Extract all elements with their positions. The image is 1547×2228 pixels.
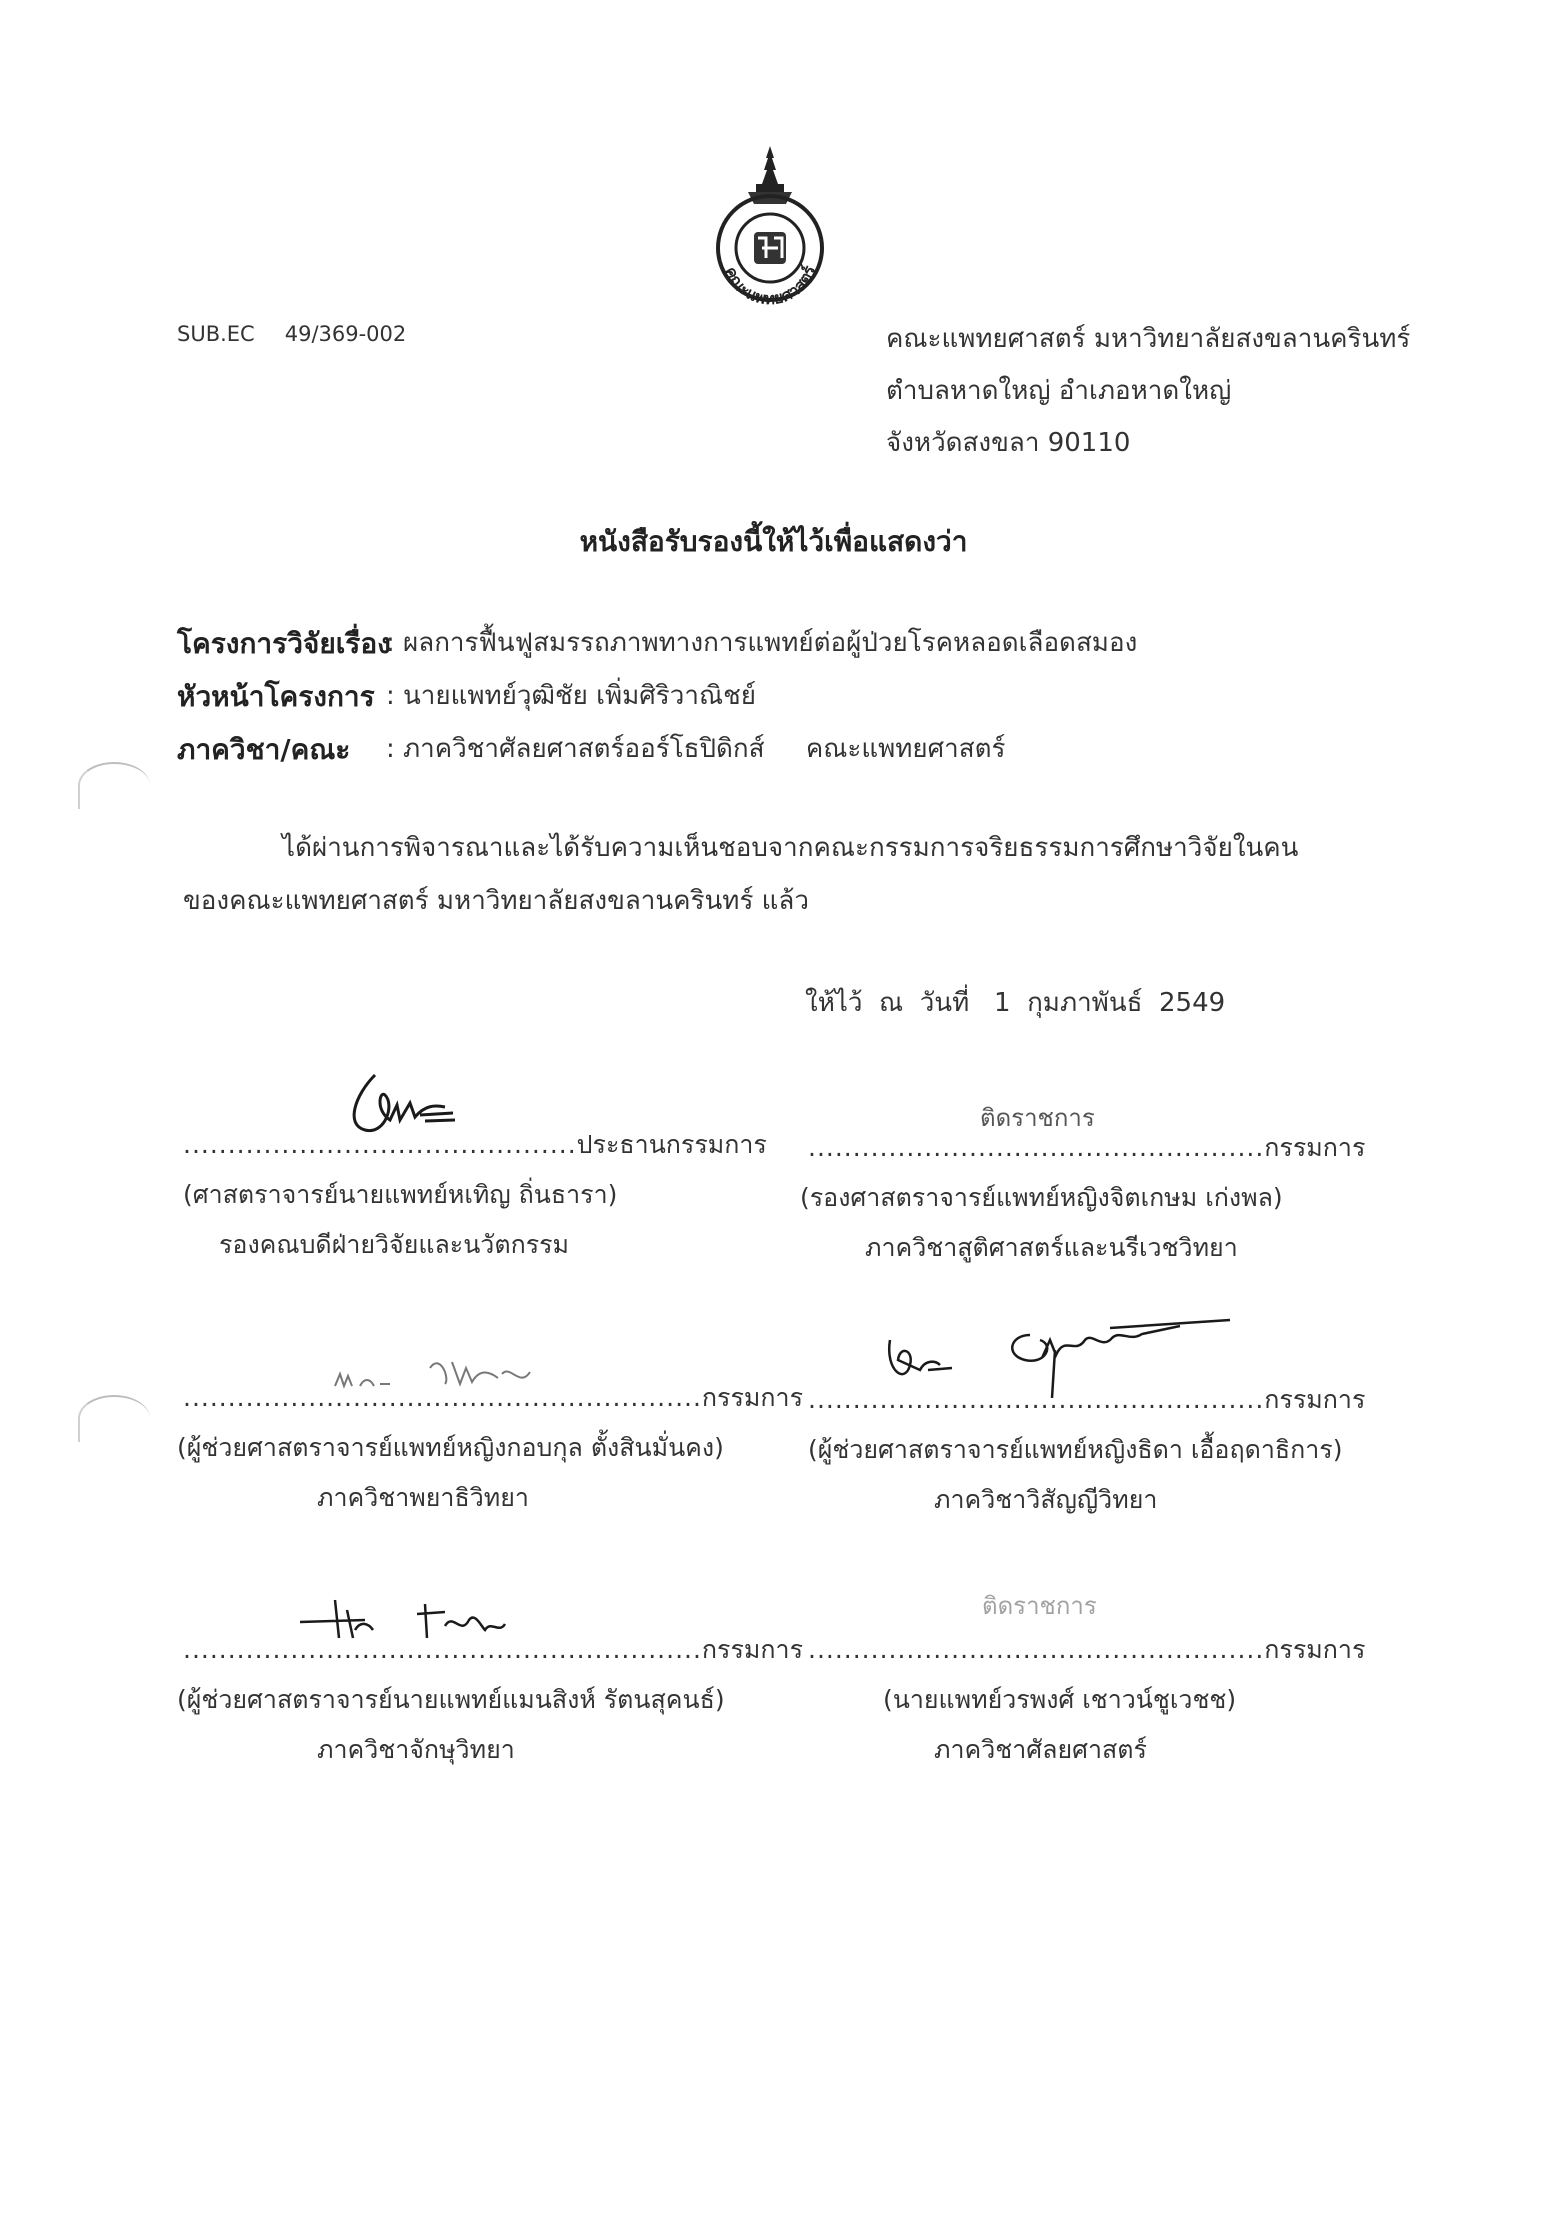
signatory-position: ภาควิชาสูติศาสตร์และนรีเวชวิทยา bbox=[865, 1233, 1238, 1262]
signature-line-4 bbox=[808, 1380, 1365, 1420]
project-title-label: โครงการวิจัยเรื่อง bbox=[177, 627, 391, 660]
signatory-role: กรรมการ bbox=[1264, 1635, 1366, 1664]
signature-dots: ................................................... bbox=[808, 1133, 1265, 1162]
address-line-3: จังหวัดสงขลา 90110 bbox=[886, 428, 1131, 458]
signatory-position: ภาควิชาจักษุวิทยา bbox=[317, 1735, 515, 1764]
signatory-position: ภาควิชาพยาธิวิทยา bbox=[317, 1483, 529, 1512]
project-dept-value: : ภาควิชาศัลยศาสตร์ออร์โธปิดิกส์ คณะแพทยศาสตร์ bbox=[386, 734, 1006, 764]
reference-prefix: SUB.EC bbox=[177, 322, 255, 346]
project-head-label: หัวหน้าโครงการ bbox=[177, 680, 375, 713]
signature-dots: ............................................ bbox=[183, 1130, 577, 1159]
body-paragraph-line-1: ได้ผ่านการพิจารณาและได้รับความเห็นชอบจากคณะกรรมการจริยธรรมการศึกษาวิจัยในคน bbox=[282, 833, 1299, 863]
project-dept-label: ภาควิชา/คณะ bbox=[177, 733, 351, 766]
signature-dots: .......................................................... bbox=[183, 1635, 702, 1664]
address-line-1: คณะแพทยศาสตร์ มหาวิทยาลัยสงขลานครินทร์ bbox=[886, 324, 1411, 354]
signature-line-5 bbox=[183, 1630, 803, 1670]
stamp-text: ติดราชการ bbox=[980, 1104, 1095, 1132]
signatory-name: (ศาสตราจารย์นายแพทย์หเทิญ ถิ่นธารา) bbox=[183, 1180, 618, 1209]
signatory-name: (ผู้ช่วยศาสตราจารย์แพทย์หญิงกอบกุล ตั้งสินมั่นคง) bbox=[177, 1433, 724, 1462]
signatory-role: กรรมการ bbox=[1264, 1385, 1366, 1414]
signature-line-2 bbox=[808, 1128, 1365, 1168]
signatory-role: ประธานกรรมการ bbox=[576, 1130, 767, 1159]
reference-code: 49/369-002 bbox=[284, 322, 407, 346]
signature-line-1 bbox=[183, 1125, 767, 1165]
signatory-name: (นายแพทย์วรพงศ์ เชาวน์ชูเวชช) bbox=[883, 1685, 1237, 1714]
signatory-name: (รองศาสตราจารย์แพทย์หญิงจิตเกษม เก่งพล) bbox=[800, 1183, 1283, 1212]
punch-hole-mark bbox=[78, 1395, 150, 1442]
signatory-position: ภาควิชาวิสัญญีวิทยา bbox=[934, 1485, 1158, 1514]
university-seal-icon bbox=[690, 140, 850, 310]
seal-ring-text: คณะแพทยศาสตร์ bbox=[721, 263, 819, 309]
project-title-value: : ผลการฟื้นฟูสมรรถภาพทางการแพทย์ต่อผู้ป่วยโรคหลอดเลือดสมอง bbox=[386, 628, 1138, 658]
stamp-text: ติดราชการ bbox=[982, 1592, 1097, 1620]
address-line-2: ตำบลหาดใหญ่ อำเภอหาดใหญ่ bbox=[886, 376, 1232, 406]
punch-hole-mark bbox=[78, 762, 150, 809]
signature-line-3 bbox=[183, 1378, 803, 1418]
body-paragraph-line-2: ของคณะแพทยศาสตร์ มหาวิทยาลัยสงขลานครินทร์ แล้ว bbox=[183, 886, 809, 916]
signatory-name: (ผู้ช่วยศาสตราจารย์นายแพทย์แมนสิงห์ รัตนสุคนธ์) bbox=[177, 1685, 725, 1714]
signatory-position: ภาควิชาศัลยศาสตร์ bbox=[934, 1735, 1147, 1764]
signature-line-6 bbox=[808, 1630, 1365, 1670]
svg-text:คณะแพทยศาสตร์ bbox=[721, 263, 819, 308]
signature-dots: .......................................................... bbox=[183, 1383, 702, 1412]
signature-dots: ................................................... bbox=[808, 1635, 1265, 1664]
document-heading: หนังสือรับรองนี้ให้ไว้เพื่อแสดงว่า bbox=[579, 525, 968, 558]
project-head-value: : นายแพทย์วุฒิชัย เพิ่มศิริวาณิชย์ bbox=[386, 681, 756, 711]
reference-number bbox=[177, 322, 406, 346]
signatory-role: กรรมการ bbox=[701, 1635, 803, 1664]
issue-date: ให้ไว้ ณ วันที่ 1 กุมภาพันธ์ 2549 bbox=[805, 988, 1226, 1018]
signatory-role: กรรมการ bbox=[701, 1383, 803, 1412]
signatory-name: (ผู้ช่วยศาสตราจารย์แพทย์หญิงธิดา เอื้อฤดาธิการ) bbox=[808, 1435, 1343, 1464]
signatory-role: กรรมการ bbox=[1264, 1133, 1366, 1162]
signature-dots: ................................................... bbox=[808, 1385, 1265, 1414]
signatory-position: รองคณบดีฝ่ายวิจัยและนวัตกรรม bbox=[219, 1230, 570, 1259]
